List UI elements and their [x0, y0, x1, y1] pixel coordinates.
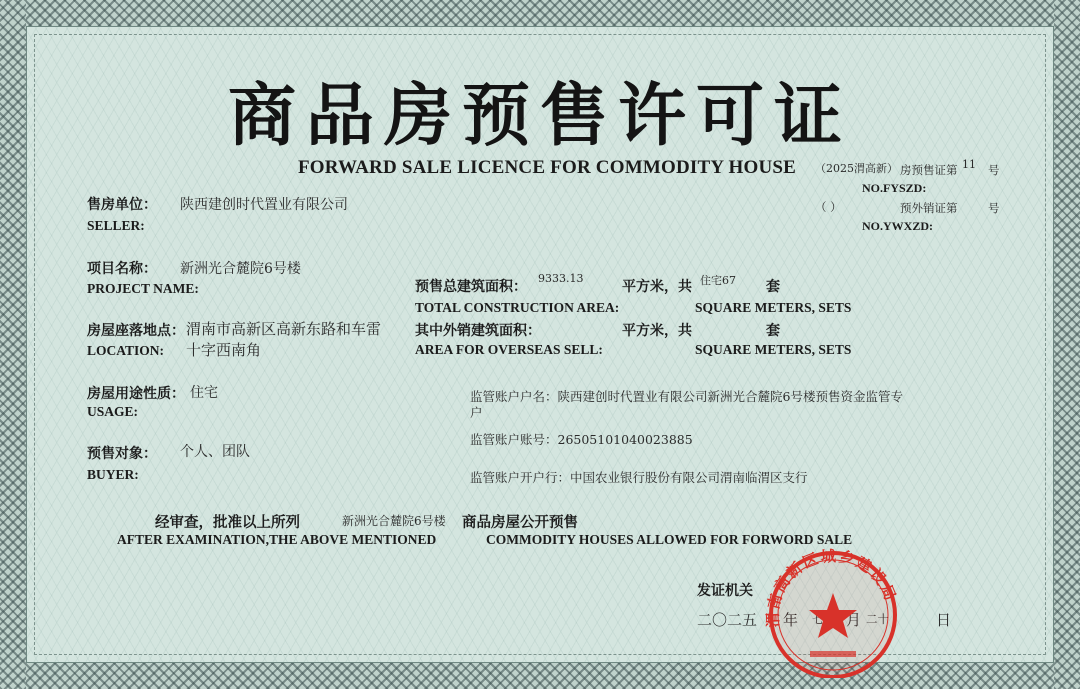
total-sets-value: 住宅67: [700, 274, 736, 287]
approval-en-right: COMMODITY HOUSES ALLOWED FOR FORWORD SALE: [486, 532, 853, 547]
license-prefix: （2025渭高新）: [815, 162, 898, 175]
buyer-value: 个人、团队: [180, 444, 250, 460]
project-label-en: PROJECT NAME:: [87, 281, 199, 296]
overseas-en: NO.YWXZD:: [862, 219, 933, 233]
official-seal-stamp: [758, 543, 908, 678]
license-number: 11: [962, 158, 976, 171]
approval-en-left: AFTER EXAMINATION,THE ABOVE MENTIONED: [117, 532, 437, 547]
overseas-suffix: 号: [988, 201, 1000, 215]
license-suffix: 号: [988, 163, 1000, 177]
issuer-label: 发证机关: [697, 583, 753, 599]
usage-label-en: USAGE:: [87, 404, 139, 419]
total-area-unit-cn: 平方米，共: [622, 279, 692, 295]
license-en: NO.FYSZD:: [862, 181, 927, 195]
total-area-unit-en: SQUARE METERS, SETS: [695, 300, 852, 315]
overseas-area-label-en: AREA FOR OVERSEAS SELL:: [415, 342, 603, 357]
overseas-area-label-cn: 其中外销建筑面积：: [415, 323, 541, 339]
ornamental-border-top: [0, 0, 1080, 26]
ornamental-border-bottom: [0, 663, 1080, 689]
usage-label-cn: 房屋用途性质：: [87, 386, 185, 402]
license-label: 房预售证第: [900, 163, 958, 177]
certificate-title: 商品房预售许可证: [227, 77, 852, 156]
certificate-subtitle: FORWARD SALE LICENCE FOR COMMODITY HOUSE: [298, 157, 797, 178]
date-prefix: 二〇二五: [697, 611, 758, 629]
overseas-label: 预外销证第: [900, 201, 958, 215]
location-label-en: LOCATION:: [87, 343, 165, 358]
total-area-label-en: TOTAL CONSTRUCTION AREA:: [415, 300, 620, 315]
buyer-label-cn: 预售对象：: [87, 446, 157, 462]
account-number: 监管账户账号：26505101040023885: [470, 432, 693, 447]
buyer-label-en: BUYER:: [87, 467, 139, 482]
overseas-paren: （ ）: [815, 200, 842, 214]
location-label-cn: 房屋座落地点：: [87, 323, 185, 339]
overseas-area-unit-cn: 平方米，共: [622, 323, 692, 339]
total-area-value: 9333.13: [538, 272, 584, 285]
approval-project: 新洲光合麓院6号楼: [342, 514, 446, 528]
usage-value: 住宅: [190, 385, 218, 401]
overseas-sets-unit: 套: [766, 323, 780, 339]
approval-cn-prefix: 经审查，批准以上所列: [155, 515, 300, 531]
account-bank: 监管账户开户行：中国农业银行股份有限公司渭南临渭区支行: [470, 470, 808, 485]
account-name-line1: 监管账户户名：陕西建创时代置业有限公司新洲光合麓院6号楼预售资金监管专: [470, 389, 903, 404]
total-sets-unit: 套: [766, 279, 780, 295]
location-line2: 十字西南角: [186, 341, 262, 359]
account-name-line2: 户: [470, 405, 483, 420]
seller-label-cn: 售房单位：: [87, 197, 157, 213]
project-value: 新洲光合麓院6号楼: [180, 261, 301, 277]
project-label-cn: 项目名称：: [87, 261, 157, 277]
overseas-area-unit-en: SQUARE METERS, SETS: [695, 342, 852, 357]
seller-label-en: SELLER:: [87, 218, 145, 233]
location-line1: 渭南市高新区高新东路和车雷: [186, 320, 382, 338]
svg-text:渭南高新区城乡建设局: 渭南高新区城乡建设局: [763, 546, 901, 628]
date-day-label: 日: [936, 611, 952, 629]
seller-value: 陕西建创时代置业有限公司: [180, 197, 348, 213]
total-area-label-cn: 预售总建筑面积：: [415, 279, 527, 295]
approval-cn-suffix: 商品房屋公开预售: [462, 515, 578, 531]
